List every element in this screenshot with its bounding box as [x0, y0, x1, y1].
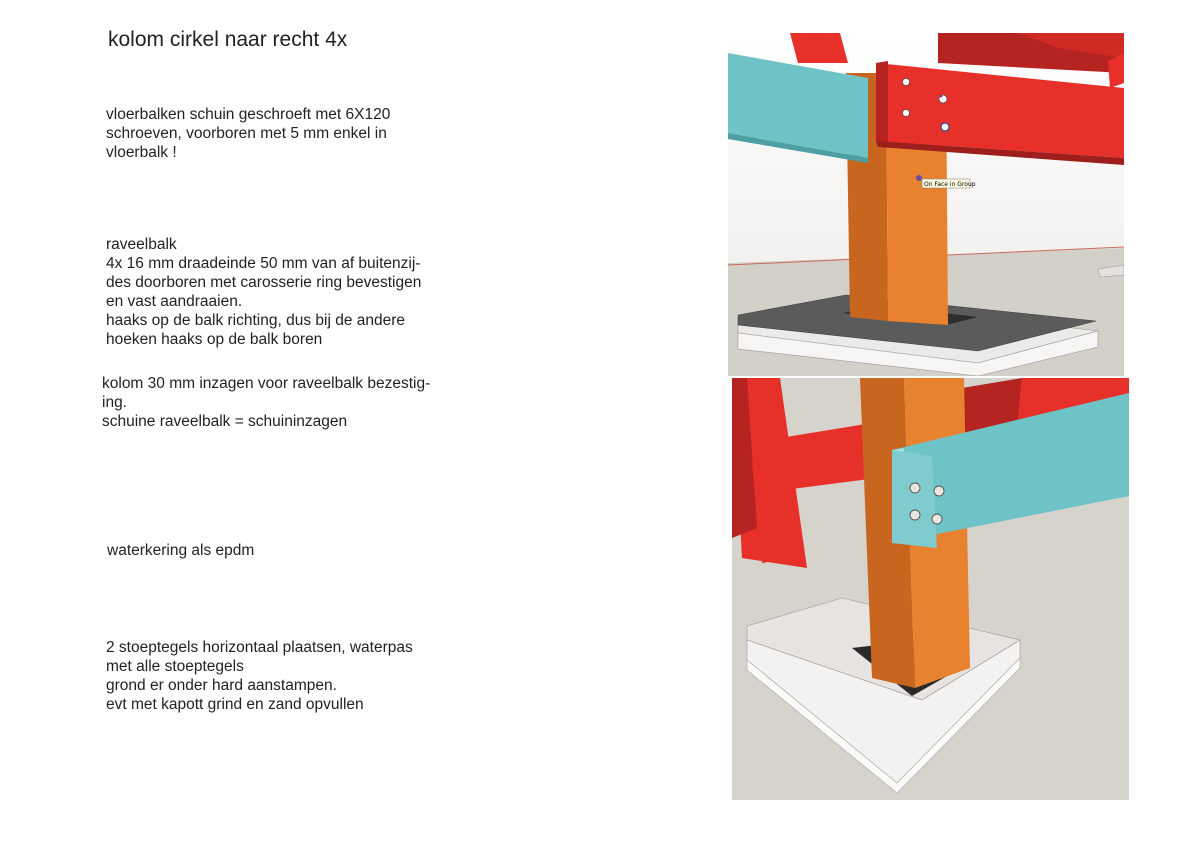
note-line: vloerbalk ! [106, 144, 177, 161]
note-column-notch [102, 374, 430, 431]
note-line: en vast aandraaien. [106, 293, 243, 310]
note-line: kolom 30 mm inzagen voor raveelbalk bezestig- [102, 375, 431, 392]
note-line: haaks op de balk richting, dus bij de andere [106, 312, 406, 329]
note-line: met alle stoeptegels [106, 658, 244, 675]
note-paving-tiles [106, 638, 413, 714]
note-line: vloerbalken schuin geschroeft met 6X120 [106, 106, 391, 123]
note-floor-beams [106, 105, 390, 162]
note-line: raveelbalk [106, 236, 177, 253]
page-title: kolom cirkel naar recht 4x [108, 28, 348, 51]
render-bottom-trimmer-beam [732, 378, 1129, 800]
note-line: schroeven, voorboren met 5 mm enkel in [106, 125, 387, 142]
note-line: grond er onder hard aanstampen. [106, 677, 337, 694]
note-line: des doorboren met carosserie ring bevestigen [106, 274, 422, 291]
note-trimmer-beam [106, 235, 421, 349]
note-line: ing. [102, 394, 127, 411]
note-line: schuine raveelbalk = schuininzagen [102, 413, 348, 430]
note-line: hoeken haaks op de balk boren [106, 331, 323, 348]
note-line: 4x 16 mm draadeinde 50 mm van af buitenzij- [106, 255, 421, 272]
note-line: 2 stoeptegels horizontaal plaatsen, waterpas [106, 639, 413, 656]
render-top-column-beams [728, 33, 1124, 376]
inference-tooltip: On Face in Group [924, 181, 976, 188]
note-water-barrier [107, 541, 254, 560]
note-line: waterkering als epdm [107, 542, 255, 559]
note-line: evt met kapott grind en zand opvullen [106, 696, 364, 713]
